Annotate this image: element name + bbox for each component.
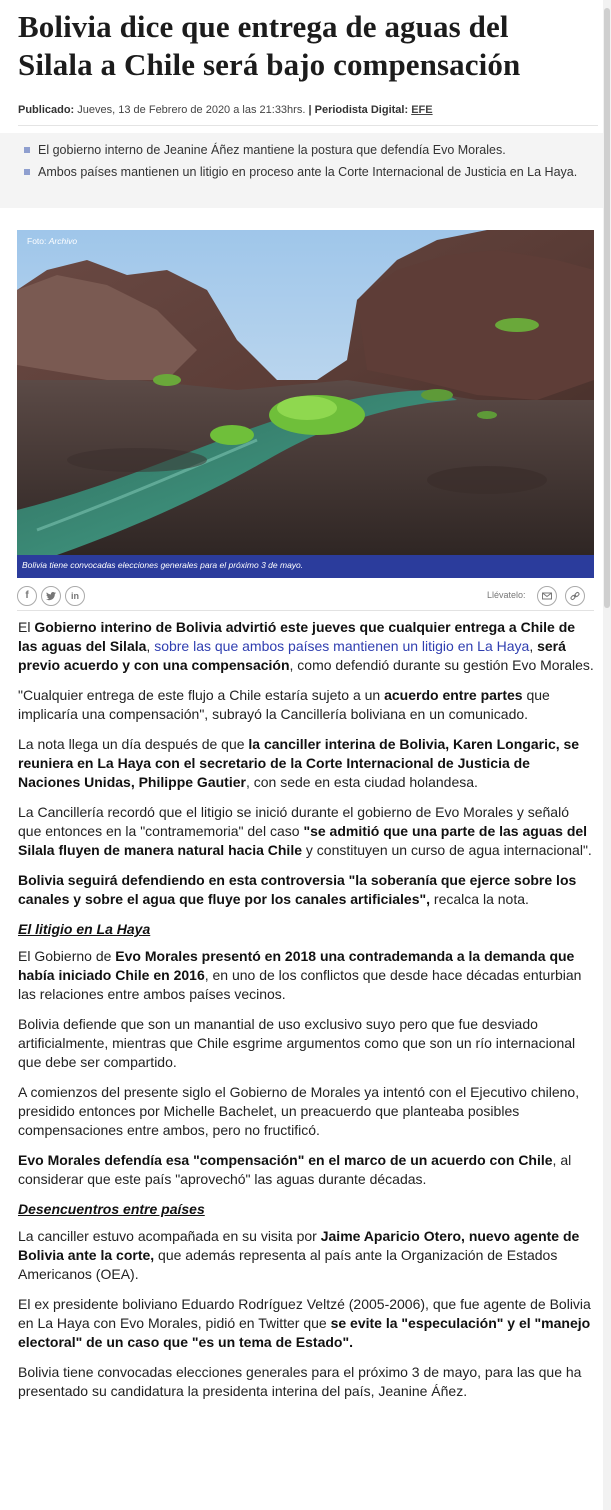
caption-text: Bolivia tiene convocadas elecciones generales para el próximo 3 de mayo. (22, 560, 304, 570)
text: que además representa al país ante la Organización de Estados Americanos (OEA). (18, 1247, 558, 1282)
text: que implicaría una compensación", subrayó la Cancillería boliviana en un comunicado. (18, 687, 550, 722)
article-body (18, 618, 594, 1412)
twitter-bird-glyph (45, 590, 57, 602)
article-meta (18, 104, 433, 116)
text: recalca la nota. (430, 891, 529, 907)
credit-label: Foto: (27, 236, 47, 246)
bold-text: Evo Morales presentó en 2018 una contrademanda a la demanda que había iniciado Chile en 2016 (18, 948, 575, 983)
text: El (18, 619, 35, 635)
scrollbar-thumb[interactable] (604, 8, 610, 608)
credit-value: Archivo (48, 236, 78, 246)
summary-text: El gobierno interno de Jeanine Áñez mantiene la postura que defendía Evo Morales. (38, 143, 506, 157)
paragraph: Bolivia defiende que son un manantial de uso exclusivo suyo pero que fue desviado artificialmente, mientras que Chile esgrime argumentos como que son un río internacional que debe ser compartido. (18, 1016, 576, 1070)
article-photo[interactable] (17, 230, 594, 555)
bold-text: Bolivia seguirá defendiendo en esta controversia "la soberanía que ejerce sobre los canales y sobre el agua que fluye por los canales artificiales", (18, 872, 577, 907)
paragraph: A comienzos del presente siglo el Gobierno de Morales ya intentó con el Ejecutivo chileno, presidido entonces por Michelle Bachelet, un preacuerdo que planteaba posibles compensaciones entre ambos, pero no fructificó. (18, 1084, 580, 1138)
text: , al considerar que este país "aprovechó" las aguas durante décadas. (18, 1152, 572, 1187)
text: , en uno de los conflictos que desde hace décadas enturbian las relaciones entre ambos países vecinos. (18, 967, 582, 1002)
meta-divider (18, 125, 598, 126)
paragraph (18, 1151, 594, 1189)
bold-text: Jaime Aparicio Otero, nuevo agente de Bolivia ante la corte, (18, 1228, 580, 1263)
photo-credit (27, 236, 77, 246)
bullet-icon (24, 147, 30, 153)
email-icon[interactable] (537, 586, 557, 606)
litigio-link[interactable]: sobre las que ambos países mantienen un litigio en La Haya (154, 638, 530, 654)
section-heading: Desencuentros entre países (18, 1201, 205, 1217)
headline: Bolivia dice que entrega de aguas del Silala a Chile será bajo compensación (18, 9, 521, 82)
author-label: Periodista Digital: (314, 104, 409, 116)
envelope-glyph (541, 590, 553, 602)
summary-list (24, 142, 584, 186)
text: , como defendió durante su gestión Evo Morales. (289, 657, 594, 673)
twitter-icon[interactable] (41, 586, 61, 606)
bold-text: será previo acuerdo y con una compensación (18, 638, 566, 673)
facebook-icon[interactable]: f (17, 586, 37, 606)
linkedin-icon[interactable]: in (65, 586, 85, 606)
paragraph (18, 618, 594, 675)
paragraph: Bolivia tiene convocadas elecciones generales para el próximo 3 de mayo, para las que ha presentado su candidatura la presidenta interina del país, Jeanine Áñez. (18, 1364, 582, 1399)
text: , (146, 638, 155, 654)
summary-box (0, 133, 603, 208)
summary-item (24, 164, 584, 181)
published-label: Publicado: (18, 104, 75, 116)
summary-item (24, 142, 584, 159)
agency-link[interactable]: EFE (411, 104, 433, 116)
paragraph (18, 871, 594, 909)
paragraph (18, 686, 594, 724)
share-divider (17, 610, 594, 611)
landscape-image (17, 230, 594, 555)
section-heading: El litigio en La Haya (18, 921, 151, 937)
share-label: Llévatelo: (487, 590, 526, 600)
paragraph (18, 1295, 594, 1352)
paragraph (18, 735, 594, 792)
article-figure (17, 230, 594, 578)
paragraph (18, 803, 594, 860)
paragraph (18, 1227, 594, 1284)
text: La Cancillería recordó que el litigio se inició durante el gobierno de Evo Morales y señaló que entonces en la "contramemoria" del caso (18, 804, 569, 839)
bullet-icon (24, 169, 30, 175)
bold-text: se evite la "especulación" y el "manejo electoral" de un caso que "es un tema de Estado". (18, 1315, 591, 1350)
chain-glyph (569, 590, 581, 602)
text: "Cualquier entrega de este flujo a Chile estaría sujeto a un (18, 687, 385, 703)
summary-text: Ambos países mantienen un litigio en proceso ante la Corte Internacional de Justicia en La Haya. (38, 165, 578, 179)
bold-text: la canciller interina de Bolivia, Karen Longaric, se reuniera en La Haya con el secretario de la Corte Internacional de Justicia de Naciones Unidas, Philippe Gautier (18, 736, 580, 790)
text: El Gobierno de (18, 948, 116, 964)
bold-text: acuerdo entre partes (384, 687, 523, 703)
bold-text: Gobierno interino de Bolivia advirtió este jueves que cualquier entrega a Chile de las aguas del Silala (18, 619, 576, 654)
link-icon[interactable] (565, 586, 585, 606)
text: y constituyen un curso de agua internacional". (302, 842, 592, 858)
bold-text: Evo Morales defendía esa "compensación" en el marco de un acuerdo con Chile (18, 1152, 553, 1168)
text: El ex presidente boliviano Eduardo Rodríguez Veltzé (2005-2006), que fue agente de Bolivia en La Haya con Evo Morales, pidió en Twitter que (18, 1296, 591, 1331)
text: , con sede en esta ciudad holandesa. (245, 774, 478, 790)
photo-caption (17, 555, 594, 578)
text: La nota llega un día después de que (18, 736, 249, 752)
meta-separator: | (308, 104, 312, 116)
published-date: Jueves, 13 de Febrero de 2020 a las 21:33hrs. (77, 104, 306, 116)
vertical-scrollbar[interactable] (603, 0, 611, 1510)
bold-text: "se admitió que una parte de las aguas del Silala fluyen de manera natural hacia Chile (18, 823, 588, 858)
text: , (529, 638, 538, 654)
paragraph (18, 947, 594, 1004)
text: La canciller estuvo acompañada en su visita por (18, 1228, 321, 1244)
share-bar (17, 586, 594, 606)
